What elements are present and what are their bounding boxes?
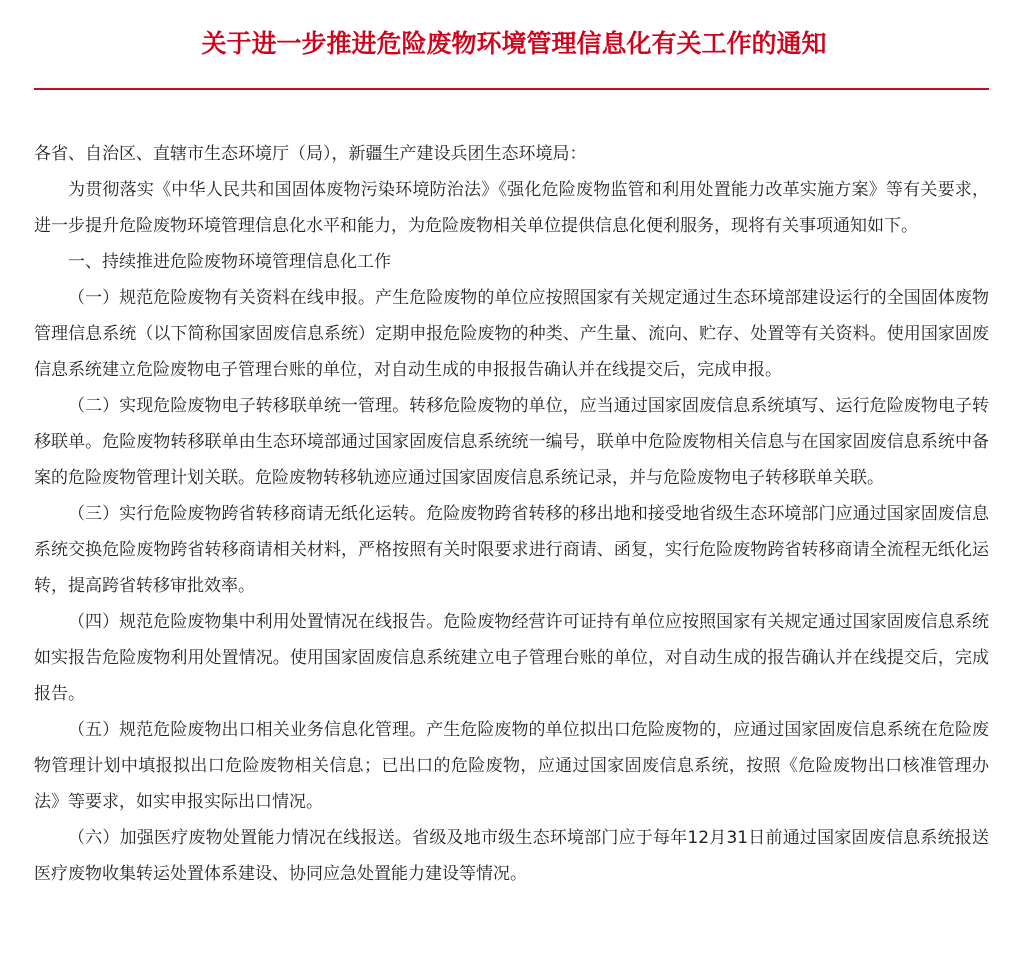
title-divider	[34, 88, 989, 90]
document-body	[34, 136, 989, 892]
document-title: 关于进一步推进危险废物环境管理信息化有关工作的通知	[201, 29, 827, 58]
paragraph-item-4: （四）规范危险废物集中利用处置情况在线报告。危险废物经营许可证持有单位应按照国家有关规定通过国家固废信息系统如实报告危险废物利用处置情况。使用国家固废信息系统建立电子管理台账的单位，对自动生成的报告确认并在线提交后，完成报告。	[34, 612, 989, 704]
paragraph-item-2: （二）实现危险废物电子转移联单统一管理。转移危险废物的单位，应当通过国家固废信息系统填写、运行危险废物电子转移联单。危险废物转移联单由生态环境部通过国家固废信息系统统一编号，联单中危险废物相关信息与在国家固废信息系统中备案的危险废物管理计划关联。危险废物转移轨迹应通过国家固废信息系统记录，并与危险废物电子转移联单关联。	[34, 396, 989, 488]
paragraph-item-3: （三）实行危险废物跨省转移商请无纸化运转。危险废物跨省转移的移出地和接受地省级生态环境部门应通过国家固废信息系统交换危险废物跨省转移商请相关材料，严格按照有关时限要求进行商请、函复，实行危险废物跨省转移商请全流程无纸化运转，提高跨省转移审批效率。	[34, 504, 989, 596]
paragraph-item-6: （六）加强医疗废物处置能力情况在线报送。省级及地市级生态环境部门应于每年12月31日前通过国家固废信息系统报送医疗废物收集转运处置体系建设、协同应急处置能力建设等情况。	[34, 828, 989, 884]
paragraph-item-1: （一）规范危险废物有关资料在线申报。产生危险废物的单位应按照国家有关规定通过生态环境部建设运行的全国固体废物管理信息系统（以下简称国家固废信息系统）定期申报危险废物的种类、产生量、流向、贮存、处置等有关资料。使用国家固废信息系统建立危险废物电子管理台账的单位，对自动生成的申报报告确认并在线提交后，完成申报。	[34, 288, 989, 380]
paragraph-intro: 为贯彻落实《中华人民共和国固体废物污染环境防治法》《强化危险废物监管和利用处置能力改革实施方案》等有关要求，进一步提升危险废物环境管理信息化水平和能力，为危险废物相关单位提供信息化便利服务，现将有关事项通知如下。	[34, 180, 989, 236]
salutation: 各省、自治区、直辖市生态环境厅（局），新疆生产建设兵团生态环境局：	[34, 144, 587, 164]
section-heading: 一、持续推进危险废物环境管理信息化工作	[68, 252, 391, 272]
paragraph-item-5: （五）规范危险废物出口相关业务信息化管理。产生危险废物的单位拟出口危险废物的，应通过国家固废信息系统在危险废物管理计划中填报拟出口危险废物相关信息；已出口的危险废物，应通过国家固废信息系统，按照《危险废物出口核准管理办法》等要求，如实申报实际出口情况。	[34, 720, 989, 812]
